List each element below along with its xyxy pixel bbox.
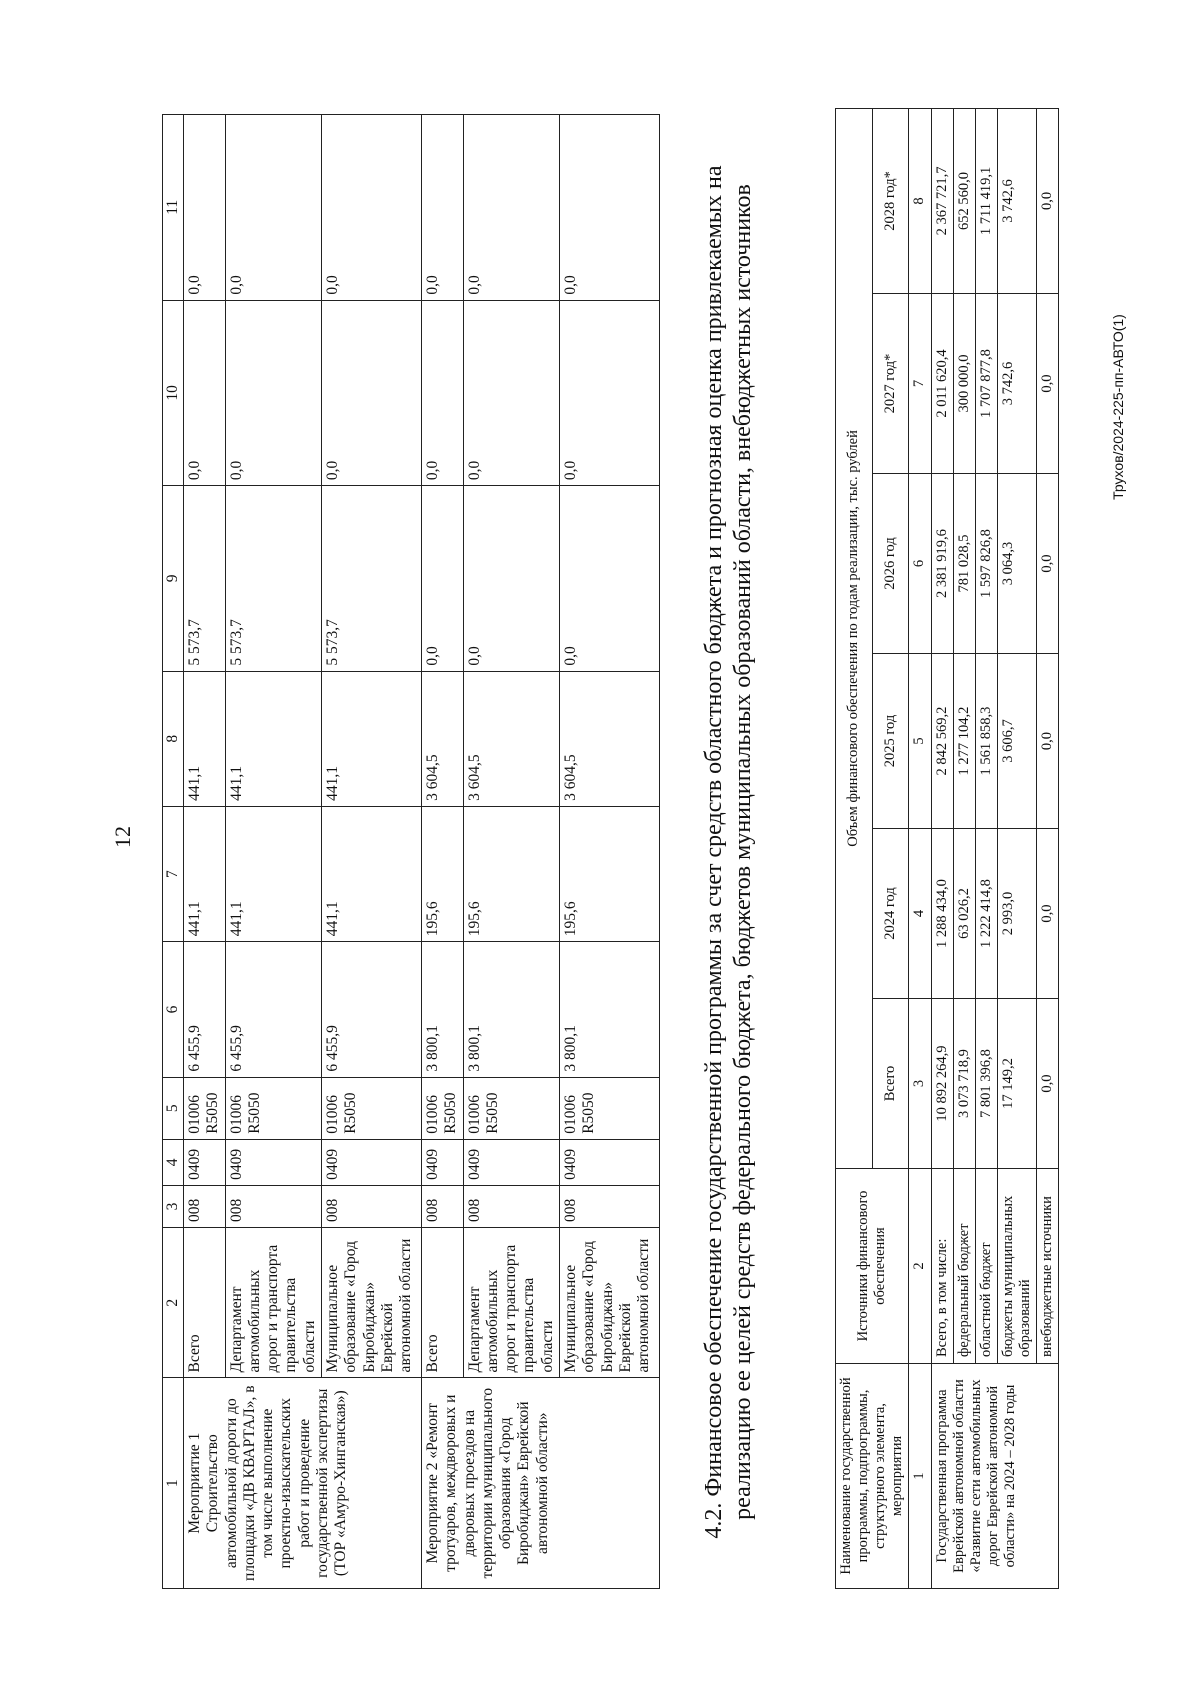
col-number: 2: [909, 1169, 931, 1364]
grbs-code: 008: [184, 1185, 226, 1227]
csr-code: 01006 R5050: [184, 1077, 226, 1139]
value-cell: 0,0: [1037, 999, 1059, 1169]
activities-table: [162, 114, 660, 1589]
table-row: [931, 108, 953, 1588]
value-cell: 0,0: [225, 300, 321, 486]
executor: Департамент автомобильных дорог и транспорта правительства области: [225, 1228, 321, 1378]
value-cell: 3 604,5: [463, 671, 559, 806]
col-number: 8: [163, 671, 184, 806]
value-cell: 1 277 104,2: [953, 654, 975, 829]
value-cell: 0,0: [463, 115, 559, 301]
col-number: 3: [909, 999, 931, 1169]
rz-code: 0409: [559, 1139, 659, 1185]
value-cell: 2 842 569,2: [931, 654, 953, 829]
csr-code: 01006 R5050: [463, 1077, 559, 1139]
value-cell: 5 573,7: [184, 486, 226, 672]
value-cell: 441,1: [225, 806, 321, 941]
value-cell: 6 455,9: [225, 942, 321, 1077]
value-cell: 195,6: [559, 806, 659, 941]
value-cell: 0,0: [463, 300, 559, 486]
value-cell: 3 606,7: [997, 654, 1036, 829]
value-cell: 2 381 919,6: [931, 474, 953, 654]
value-cell: 441,1: [321, 671, 421, 806]
col-number: 7: [909, 294, 931, 474]
value-cell: 3 604,5: [421, 671, 463, 806]
value-cell: 0,0: [1037, 294, 1059, 474]
value-cell: 2 011 620,4: [931, 294, 953, 474]
header-sources: Источники финансового обеспечения: [836, 1169, 909, 1364]
col-number: 2: [163, 1228, 184, 1378]
grbs-code: 008: [225, 1185, 321, 1227]
value-cell: 3 800,1: [559, 942, 659, 1077]
csr-code: 01006 R5050: [421, 1077, 463, 1139]
col-number: 9: [163, 486, 184, 672]
executor: Всего: [184, 1228, 226, 1378]
column-number-row: [163, 115, 184, 1589]
table-row: [421, 115, 463, 1589]
header-year: 2026 год: [872, 474, 909, 654]
col-number: 6: [909, 474, 931, 654]
col-number: 11: [163, 115, 184, 301]
rz-code: 0409: [421, 1139, 463, 1185]
grbs-code: 008: [463, 1185, 559, 1227]
header-year: 2027 год*: [872, 294, 909, 474]
grbs-code: 008: [559, 1185, 659, 1227]
col-number: 1: [163, 1378, 184, 1589]
table-row: [559, 115, 659, 1589]
col-number: 5: [163, 1077, 184, 1139]
col-number: 10: [163, 300, 184, 486]
value-cell: 0,0: [321, 300, 421, 486]
financing-table: [835, 108, 1059, 1589]
executor: Муниципальное образование «Город Биробиджан» Еврейской автономной области: [559, 1228, 659, 1378]
col-number: 3: [163, 1185, 184, 1227]
value-cell: 3 800,1: [463, 942, 559, 1077]
value-cell: 0,0: [321, 115, 421, 301]
value-cell: 0,0: [421, 486, 463, 672]
rz-code: 0409: [225, 1139, 321, 1185]
value-cell: 5 573,7: [225, 486, 321, 672]
table-row: [321, 115, 421, 1589]
column-number-row: [909, 108, 931, 1588]
value-cell: 3 073 718,9: [953, 999, 975, 1169]
csr-code: 01006 R5050: [225, 1077, 321, 1139]
col-number: 4: [163, 1139, 184, 1185]
value-cell: 5 573,7: [321, 486, 421, 672]
value-cell: 0,0: [184, 300, 226, 486]
col-number: 4: [909, 829, 931, 999]
activity-name: Мероприятие 1 Строительство автомобильной дороги до площадки «ДВ КВАРТАЛ», в том числе выполнение проектно-изыскательских работ и проведение государственной экспертизы (ТОР «Амуро-Хинганская»): [184, 1378, 422, 1589]
executor: Муниципальное образование «Город Биробиджан» Еврейской автономной области: [321, 1228, 421, 1378]
executor: Всего: [421, 1228, 463, 1378]
csr-code: 01006 R5050: [559, 1077, 659, 1139]
header-year: 2028 год*: [872, 108, 909, 293]
value-cell: 0,0: [225, 115, 321, 301]
value-cell: 0,0: [559, 115, 659, 301]
source-name: бюджеты муниципальных образований: [997, 1169, 1036, 1364]
header-volume: Объем финансового обеспечения по годам реализации, тыс. рублей: [836, 108, 873, 1168]
rz-code: 0409: [184, 1139, 226, 1185]
value-cell: 441,1: [184, 806, 226, 941]
col-number: 6: [163, 942, 184, 1077]
value-cell: 300 000,0: [953, 294, 975, 474]
value-cell: 3 064,3: [997, 474, 1036, 654]
source-name: федеральный бюджет: [953, 1169, 975, 1364]
value-cell: 17 149,2: [997, 999, 1036, 1169]
value-cell: 441,1: [184, 671, 226, 806]
table-row: [184, 115, 226, 1589]
source-name: Всего, в том числе:: [931, 1169, 953, 1364]
value-cell: 1 711 419,1: [975, 108, 997, 293]
value-cell: 7 801 396,8: [975, 999, 997, 1169]
value-cell: 6 455,9: [321, 942, 421, 1077]
value-cell: 0,0: [1037, 108, 1059, 293]
grbs-code: 008: [321, 1185, 421, 1227]
table-row: [463, 115, 559, 1589]
value-cell: 10 892 264,9: [931, 999, 953, 1169]
value-cell: 3 604,5: [559, 671, 659, 806]
value-cell: 781 028,5: [953, 474, 975, 654]
value-cell: 0,0: [1037, 829, 1059, 999]
value-cell: 441,1: [225, 671, 321, 806]
document-code: Трухов/2024-225-пп-АВТО(1): [1110, 314, 1126, 500]
value-cell: 0,0: [463, 486, 559, 672]
header-year: 2025 год: [872, 654, 909, 829]
program-name: Государственная программа Еврейской автономной области «Развитие сети автомобильных дорог Еврейской автономной области» на 2024 – 2028 годы: [931, 1364, 1059, 1589]
header-row: [836, 108, 873, 1588]
value-cell: 195,6: [463, 806, 559, 941]
col-number: 7: [163, 806, 184, 941]
executor: Департамент автомобильных дорог и транспорта правительства области: [463, 1228, 559, 1378]
value-cell: 3 800,1: [421, 942, 463, 1077]
header-year: 2024 год: [872, 829, 909, 999]
grbs-code: 008: [421, 1185, 463, 1227]
value-cell: 0,0: [421, 300, 463, 486]
activity-name: Мероприятие 2 «Ремонт тротуаров, междворовых и дворовых проездов на территории муниципального образования «Город Биробиджан» Еврейской автономной области»: [421, 1378, 659, 1589]
value-cell: 0,0: [1037, 474, 1059, 654]
col-number: 1: [909, 1364, 931, 1589]
value-cell: 1 707 877,8: [975, 294, 997, 474]
source-name: внебюджетные источники: [1037, 1169, 1059, 1364]
value-cell: 3 742,6: [997, 294, 1036, 474]
section-title: 4.2. Финансовое обеспечение государственной программы за счет средств областного бюджета и прогнозная оценка привлекаемых на реализацию ее целей средств федерального бюджета, бюджетов муниципальных образований области, внебюджетных источников: [701, 165, 757, 1539]
header-name: Наименование государственной программы, подпрограммы, структурного элемента, мероприятия: [836, 1364, 909, 1589]
value-cell: 0,0: [559, 300, 659, 486]
col-number: 5: [909, 654, 931, 829]
page-number: 12: [110, 826, 135, 848]
value-cell: 0,0: [421, 115, 463, 301]
csr-code: 01006 R5050: [321, 1077, 421, 1139]
table-row: [225, 115, 321, 1589]
value-cell: 1 222 414,8: [975, 829, 997, 999]
value-cell: 3 742,6: [997, 108, 1036, 293]
value-cell: 0,0: [184, 115, 226, 301]
value-cell: 1 561 858,3: [975, 654, 997, 829]
value-cell: 63 026,2: [953, 829, 975, 999]
rz-code: 0409: [463, 1139, 559, 1185]
value-cell: 0,0: [559, 486, 659, 672]
header-total: Всего: [872, 999, 909, 1169]
rz-code: 0409: [321, 1139, 421, 1185]
source-name: областной бюджет: [975, 1169, 997, 1364]
value-cell: 195,6: [421, 806, 463, 941]
value-cell: 2 993,0: [997, 829, 1036, 999]
value-cell: 2 367 721,7: [931, 108, 953, 293]
col-number: 8: [909, 108, 931, 293]
value-cell: 1 288 434,0: [931, 829, 953, 999]
value-cell: 1 597 826,8: [975, 474, 997, 654]
value-cell: 652 560,0: [953, 108, 975, 293]
value-cell: 6 455,9: [184, 942, 226, 1077]
value-cell: 441,1: [321, 806, 421, 941]
value-cell: 0,0: [1037, 654, 1059, 829]
